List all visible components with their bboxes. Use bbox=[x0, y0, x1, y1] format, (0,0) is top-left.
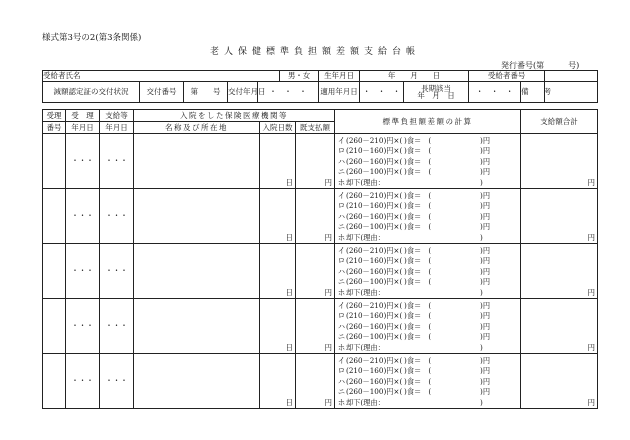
calc-line: ハ (260－160)円×( )食＝ ( )円 bbox=[337, 156, 491, 166]
calc-line: ニ (260－100)円×( )食＝ ( )円 bbox=[337, 387, 491, 397]
apply-date-value: ・ ・ ・ bbox=[360, 82, 404, 103]
col-payment-date-2: 年月日 bbox=[100, 122, 134, 134]
receipt-no-cell bbox=[43, 353, 66, 408]
payment-date-cell: ・・・ bbox=[100, 188, 134, 243]
remarks-label: 備 考 bbox=[521, 82, 545, 103]
payment-date-cell: ・・・ bbox=[100, 134, 134, 189]
total-cell: 円 bbox=[521, 298, 598, 353]
receipt-no-cell bbox=[43, 298, 66, 353]
calc-line: イ (260－210)円×( )食＝ ( )円 bbox=[337, 245, 491, 255]
calc-line-rejection: ホ 却下(理由： ) bbox=[337, 178, 483, 188]
calc-cell bbox=[335, 353, 521, 408]
ledger-row bbox=[43, 353, 598, 408]
gender-field: 男・女 bbox=[280, 71, 319, 82]
ledger-row bbox=[43, 134, 598, 189]
total-cell: 円 bbox=[521, 134, 598, 189]
calc-line-rejection: ホ 却下(理由： ) bbox=[337, 288, 483, 297]
issue-date-label: 交付年月日 bbox=[228, 82, 258, 103]
col-paid: 既支払額 bbox=[296, 122, 335, 134]
hospital-cell bbox=[134, 353, 260, 408]
receipt-no-cell bbox=[43, 134, 66, 189]
receipt-no-cell bbox=[43, 188, 66, 243]
longterm-label: 長期該当 年 月 日 bbox=[404, 82, 469, 103]
paid-cell: 円 bbox=[296, 353, 335, 408]
calc-line: ロ (210－160)円×( )食＝ ( )円 bbox=[337, 146, 491, 156]
payment-date-cell: ・・・ bbox=[100, 298, 134, 353]
calc-line: ニ (260－100)円×( )食＝ ( )円 bbox=[337, 167, 491, 177]
col-total: 支給額合計 bbox=[521, 110, 598, 134]
receipt-date-cell: ・・・ bbox=[66, 243, 100, 298]
col-hospital-name: 名称及び所在地 bbox=[134, 122, 260, 134]
calc-cell bbox=[335, 298, 521, 353]
receipt-date-cell: ・・・ bbox=[66, 134, 100, 189]
calc-line: イ (260－210)円×( )食＝ ( )円 bbox=[337, 300, 491, 310]
page-title: 老人保健標準負担額差額支給台帳 bbox=[209, 47, 420, 57]
paid-cell: 円 bbox=[296, 243, 335, 298]
calc-line-rejection: ホ 却下(理由： ) bbox=[337, 233, 483, 243]
calc-line: ニ (260－100)円×( )食＝ ( )円 bbox=[337, 277, 491, 287]
receipt-date-cell: ・・・ bbox=[66, 298, 100, 353]
ledger-body bbox=[43, 134, 598, 409]
calc-line-rejection: ホ 却下(理由： ) bbox=[337, 342, 483, 352]
hospital-cell bbox=[134, 298, 260, 353]
recipient-number-label: 受給者番号 bbox=[469, 71, 545, 82]
birthdate-label: 生年月日 bbox=[319, 71, 360, 82]
calc-cell bbox=[335, 134, 521, 189]
payment-date-cell: ・・・ bbox=[100, 243, 134, 298]
calc-line: イ (260－210)円×( )食＝ ( )円 bbox=[337, 190, 491, 200]
reduction-status-label: 減額認定証の交付状況 bbox=[43, 82, 140, 103]
col-calc: 標準負担額差額の計算 bbox=[335, 110, 521, 134]
recipient-name-label: 受給者氏名 bbox=[43, 71, 280, 82]
hospital-cell bbox=[134, 188, 260, 243]
calc-line: ハ (260－160)円×( )食＝ ( )円 bbox=[337, 266, 491, 276]
days-cell: 日 bbox=[260, 298, 296, 353]
calc-line: ハ (260－160)円×( )食＝ ( )円 bbox=[337, 376, 491, 386]
issue-number: 発行番号(第 号) bbox=[501, 61, 580, 70]
calc-line: ハ (260－160)円×( )食＝ ( )円 bbox=[337, 321, 491, 331]
days-cell: 日 bbox=[260, 134, 296, 189]
calc-line: ロ (210－160)円×( )食＝ ( )円 bbox=[337, 256, 491, 266]
total-cell: 円 bbox=[521, 353, 598, 408]
total-cell: 円 bbox=[521, 243, 598, 298]
hospital-cell bbox=[134, 243, 260, 298]
issue-no-label: 交付番号 bbox=[140, 82, 184, 103]
calc-line: ニ (260－100)円×( )食＝ ( )円 bbox=[337, 332, 491, 342]
ledger-row bbox=[43, 298, 598, 353]
col-receipt-no: 受理 bbox=[43, 110, 66, 122]
ledger-row bbox=[43, 243, 598, 298]
col-days: 入院日数 bbox=[260, 122, 296, 134]
receipt-date-cell: ・・・ bbox=[66, 353, 100, 408]
longterm-value: ・ ・ ・ bbox=[469, 82, 521, 103]
paid-cell: 円 bbox=[296, 134, 335, 189]
calc-line: ロ (210－160)円×( )食＝ ( )円 bbox=[337, 201, 491, 211]
recipient-number-value bbox=[545, 71, 598, 82]
calc-cell bbox=[335, 188, 521, 243]
days-cell: 日 bbox=[260, 188, 296, 243]
payment-date-cell: ・・・ bbox=[100, 353, 134, 408]
calc-line: イ (260－210)円×( )食＝ ( )円 bbox=[337, 355, 491, 365]
calc-line: ハ (260－160)円×( )食＝ ( )円 bbox=[337, 211, 491, 221]
days-cell: 日 bbox=[260, 243, 296, 298]
paid-cell: 円 bbox=[296, 298, 335, 353]
apply-date-label: 適用年月日 bbox=[319, 82, 360, 103]
total-cell: 円 bbox=[521, 188, 598, 243]
col-hospital: 入院をした保険医療機関等 bbox=[134, 110, 335, 122]
receipt-date-cell: ・・・ bbox=[66, 188, 100, 243]
col-payment-date: 支給等 bbox=[100, 110, 134, 122]
col-receipt-date-2: 年月日 bbox=[66, 122, 100, 134]
calc-line-rejection: ホ 却下(理由： ) bbox=[337, 397, 483, 407]
birthdate-value: 年 月 日 bbox=[360, 71, 469, 82]
recipient-info-table bbox=[42, 70, 598, 103]
calc-line: イ (260－210)円×( )食＝ ( )円 bbox=[337, 135, 491, 145]
issue-date-value: ・ ・ ・ bbox=[258, 82, 319, 103]
ledger-row bbox=[43, 188, 598, 243]
hospital-cell bbox=[134, 134, 260, 189]
receipt-no-cell bbox=[43, 243, 66, 298]
issue-no-value: 第 号 bbox=[184, 82, 228, 103]
col-receipt-no-2: 番号 bbox=[43, 122, 66, 134]
calc-cell bbox=[335, 243, 521, 298]
calc-line: ロ (210－160)円×( )食＝ ( )円 bbox=[337, 366, 491, 376]
col-receipt-date: 受 理 bbox=[66, 110, 100, 122]
days-cell: 日 bbox=[260, 353, 296, 408]
form-note: 様式第3号の2(第3条関係) bbox=[42, 33, 142, 43]
paid-cell: 円 bbox=[296, 188, 335, 243]
calc-line: ロ (210－160)円×( )食＝ ( )円 bbox=[337, 311, 491, 321]
calc-line: ニ (260－100)円×( )食＝ ( )円 bbox=[337, 222, 491, 232]
ledger-table bbox=[42, 109, 598, 409]
remarks-value bbox=[545, 82, 598, 103]
